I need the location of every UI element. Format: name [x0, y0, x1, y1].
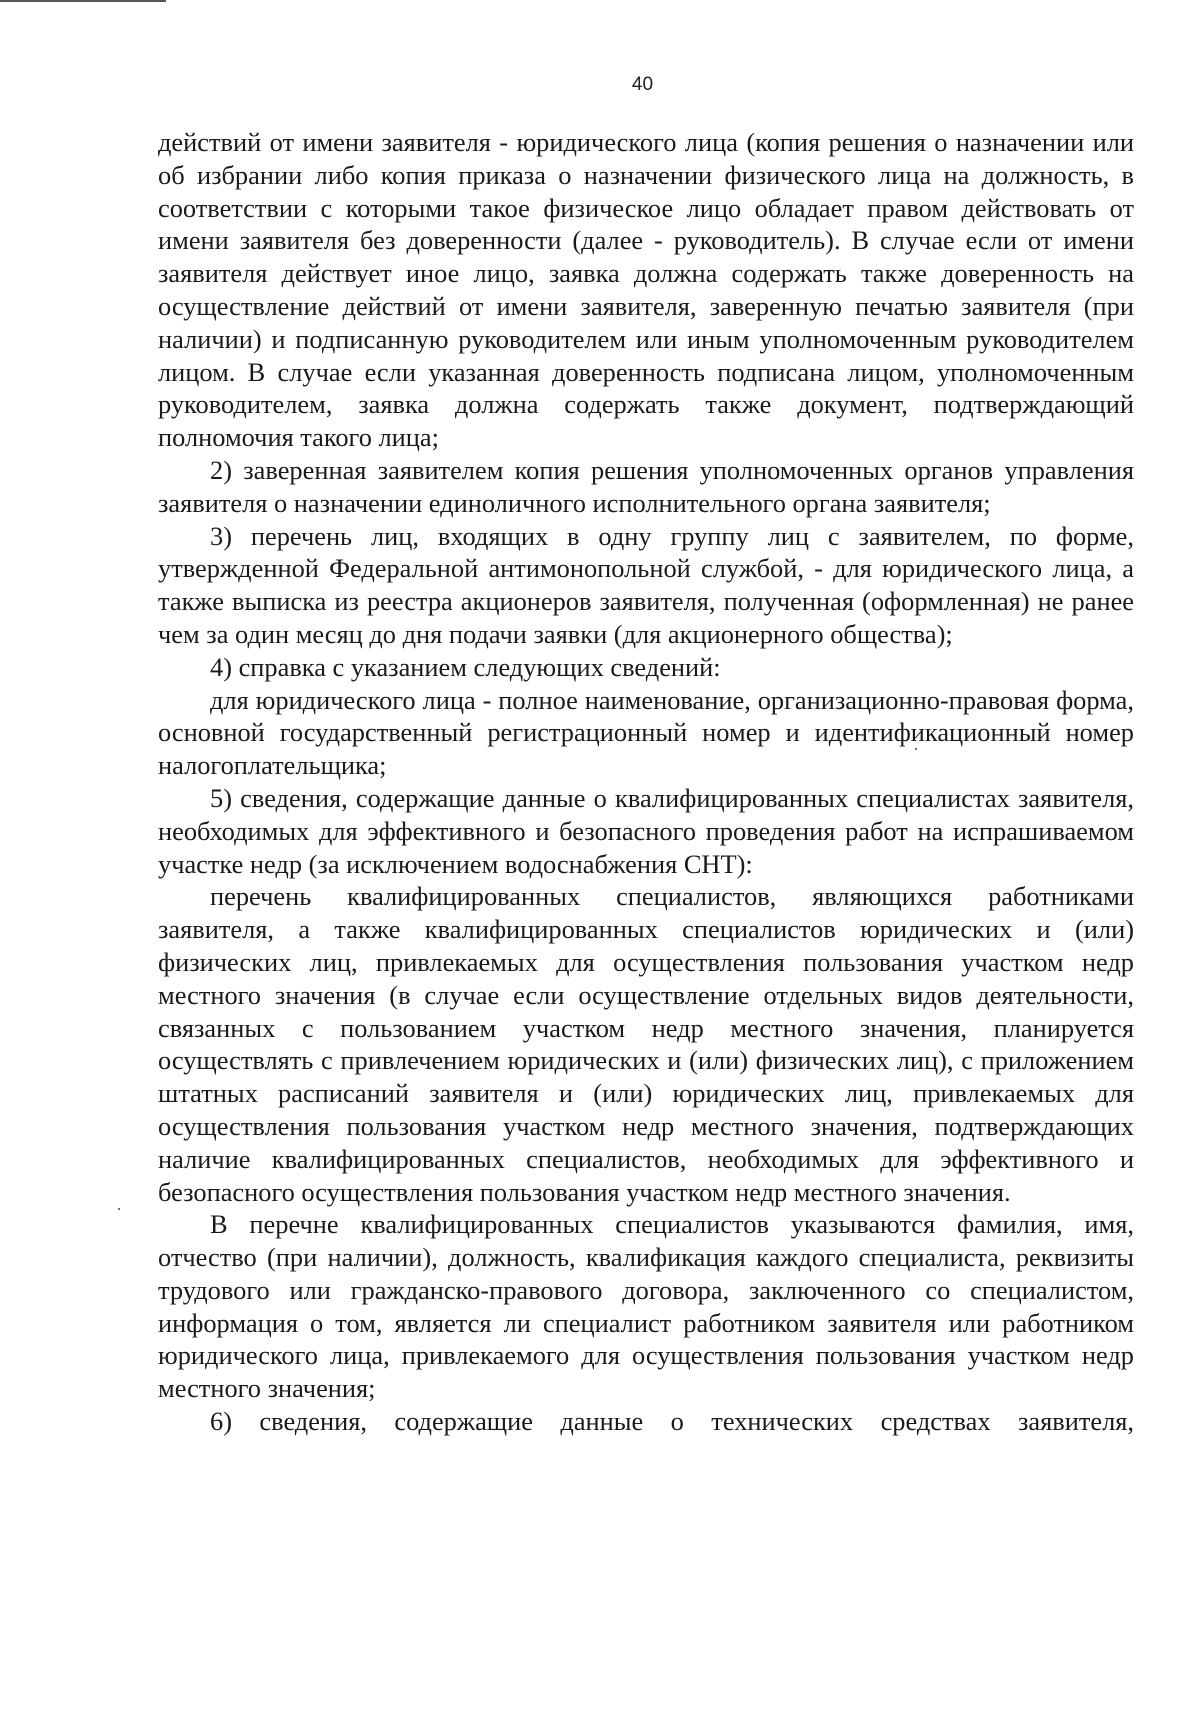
list-item-5: 5) сведения, содержащие данные о квалифицированных специалистах заявителя, необходимых для эффективного и безопасного проведения работ на испрашиваемом участке недр (за исключением водоснабжения СНТ):	[158, 782, 1134, 879]
list-item-6: 6) сведения, содержащие данные о технических средствах заявителя,	[210, 1406, 1134, 1437]
paragraph-continuation: действий от имени заявителя - юридического лица (копия решения о назначении или об избрании либо копия приказа о назначении физического лица на должность, в соответствии с которыми такое физическое лицо обладает правом действовать от имени заявителя без доверенности (далее - руководитель). В случае если от имени заявителя действует иное лицо, заявка должна содержать также доверенность на осуществление действий от имени заявителя, заверенную печатью заявителя (при наличии) и подписанную руководителем или иным уполномоченным руководителем лицом. В случае если указанная доверенность подписана лицом, уполномоченным руководителем, заявка должна содержать также документ, подтверждающий полномочия такого лица;	[158, 127, 1134, 453]
specialists-list-paragraph: перечень квалифицированных специалистов, являющихся работниками заявителя, а также квалифицированных специалистов юридических и (или) физических лиц, привлекаемых для осуществления пользования участком недр местного значения (в случае если осуществление отдельных видов деятельности, связанных с пользованием участком недр местного значения, планируется осуществлять с привлечением юридических и (или) физических лиц), с приложением штатных расписаний заявителя и (или) юридических лиц, привлекаемых для осуществления пользования участком недр местного значения, подтверждающих наличие квалифицированных специалистов, необходимых для эффективного и безопасного осуществления пользования участком недр местного значения.	[158, 881, 1134, 1207]
specialists-details-paragraph: В перечне квалифицированных специалистов указываются фамилия, имя, отчество (при наличии), должность, квалификация каждого специалиста, реквизиты трудового или гражданско-правового договора, заключенного со специалистом, информация о том, является ли специалист работником заявителя или работником юридического лица, привлекаемого для осуществления пользования участком недр местного значения;	[158, 1209, 1134, 1404]
list-item-3: 3) перечень лиц, входящих в одну группу лиц с заявителем, по форме, утвержденной Федеральной антимонопольной службой, - для юридического лица, а также выписка из реестра акционеров заявителя, полученная (оформленная) не ранее чем за один месяц до дня подачи заявки (для акционерного общества);	[158, 520, 1134, 649]
page-number: 40	[631, 74, 654, 95]
scan-speck	[118, 1208, 120, 1210]
scan-edge-mark	[138, 0, 166, 2]
scan-speck	[915, 748, 917, 750]
scan-edge-mark	[0, 0, 138, 2]
document-body	[158, 126, 1134, 1438]
list-item-2: 2) заверенная заявителем копия решения уполномоченных органов управления заявителя о назначении единоличного исполнительного органа заявителя;	[158, 454, 1134, 518]
list-item-4: 4) справка с указанием следующих сведений:	[210, 651, 721, 682]
legal-entity-details: для юридического лица - полное наименование, организационно-правовая форма, основной государственный регистрационный номер и идентификационный номер налогоплательщика;	[158, 684, 1134, 781]
